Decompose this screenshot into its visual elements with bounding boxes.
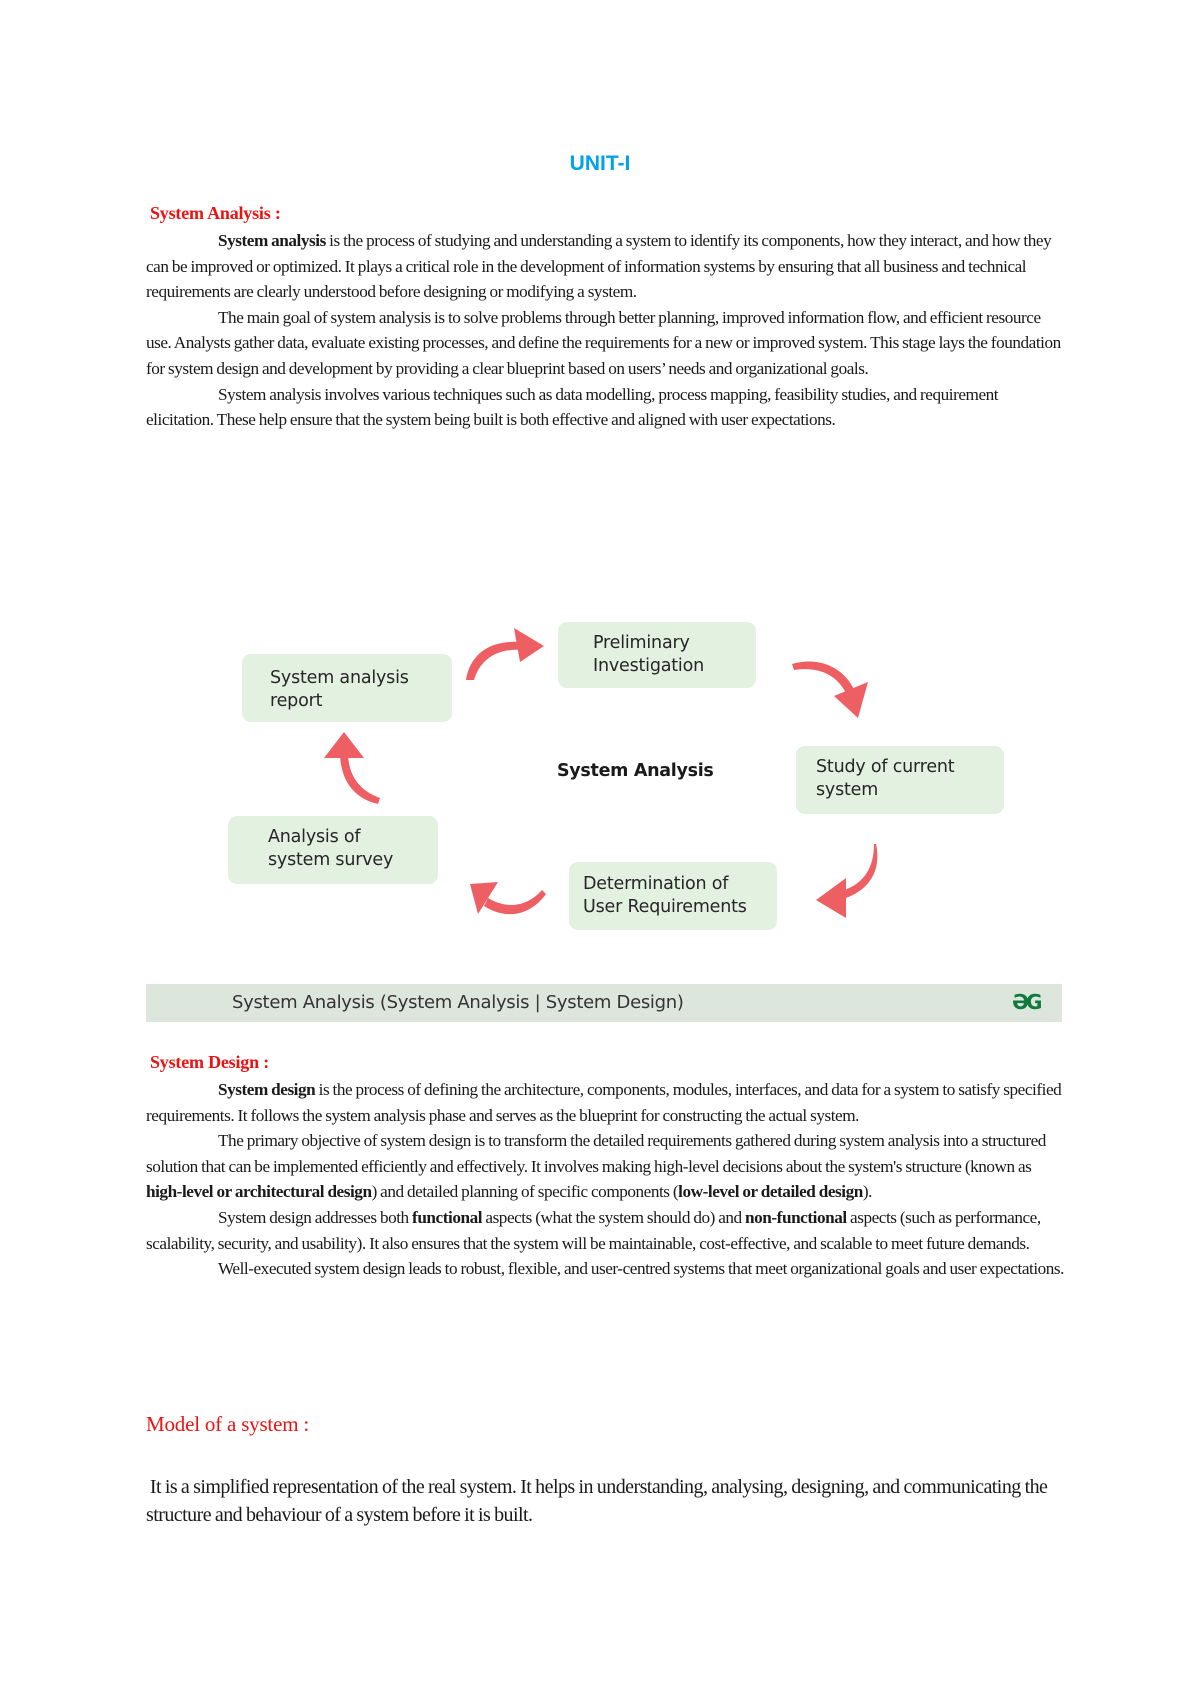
model-of-system-heading: Model of a system : (146, 1412, 310, 1436)
bold-term: System design (218, 1080, 316, 1099)
curved-arrow-icon (812, 842, 892, 922)
system-analysis-paragraph-2: The main goal of system analysis is to solve problems through better planning, improved information flow, and efficient resource use. Analysts gather data, evaluate existing processes, and define the requirements for a new or improved system. This stage lays the foundation for system design and development by providing a clear blueprint based on users’ needs and organizational goals. (146, 307, 1061, 378)
node-analysis-system-survey: Analysis of system survey (228, 816, 438, 884)
system-design-paragraph-3: System design addresses both functional aspects (what the system should do) and non-functional aspects (such as performance, scalability, security, and usability). It also ensures that the system will be maintainable, cost-effective, and scalable to meet future demands. (146, 1207, 1041, 1253)
unit-title: UNIT-I (569, 152, 631, 175)
system-analysis-diagram (0, 600, 1200, 960)
system-analysis-heading: System Analysis : (150, 203, 281, 223)
node-system-analysis-report: System analysis report (242, 654, 452, 722)
gfg-logo-icon: ƏG (1012, 990, 1040, 1014)
model-of-system-text: It is a simplified representation of the real system. It helps in understanding, analysing, designing, and communicating the structure and behaviour of a system before it is built. (146, 1476, 1048, 1526)
node-determination-user-requirements: Determination of User Requirements (569, 862, 777, 930)
curved-arrow-icon (318, 728, 398, 808)
system-analysis-body (146, 228, 1066, 433)
curved-arrow-icon (460, 876, 550, 936)
diagram-caption: System Analysis (System Analysis | System Design) (232, 992, 684, 1013)
system-design-paragraph-4: Well-executed system design leads to robust, flexible, and user-centred systems that meet organizational goals and user expectations. (218, 1259, 1065, 1279)
system-design-paragraph-2: The primary objective of system design is to transform the detailed requirements gathered during system analysis into a structured solution that can be implemented efficiently and effectively. It involves making high-level decisions about the system's structure (known as high-level or architectural design) and detailed planning of specific components (low-level or detailed design). (146, 1131, 1046, 1202)
bold-term: System analysis (218, 231, 326, 250)
diagram-caption-bar (146, 984, 1062, 1022)
system-analysis-paragraph-3: System analysis involves various techniques such as data modelling, process mapping, feasibility studies, and requirement elicitation. These help ensure that the system being built is both effective and aligned with user expectations. (146, 384, 999, 430)
curved-arrow-icon (462, 622, 552, 682)
system-analysis-paragraph-1: System analysis is the process of studying and understanding a system to identify its components, how they interact, and how they can be improved or optimized. It plays a critical role in the development of information systems by ensuring that all business and technical requirements are clearly understood before designing or modifying a system. (146, 231, 1052, 302)
system-design-heading: System Design : (150, 1052, 269, 1072)
node-preliminary-investigation: Preliminary Investigation (558, 622, 756, 688)
diagram-center-label: System Analysis (557, 761, 714, 781)
node-study-current-system: Study of current system (796, 746, 1004, 814)
system-design-body (146, 1077, 1066, 1282)
system-design-paragraph-1: System design is the process of defining the architecture, components, modules, interfaces, and data for a system to satisfy specified requirements. It follows the system analysis phase and serves as the blueprint for constructing the actual system. (146, 1080, 1062, 1125)
curved-arrow-icon (790, 652, 876, 722)
